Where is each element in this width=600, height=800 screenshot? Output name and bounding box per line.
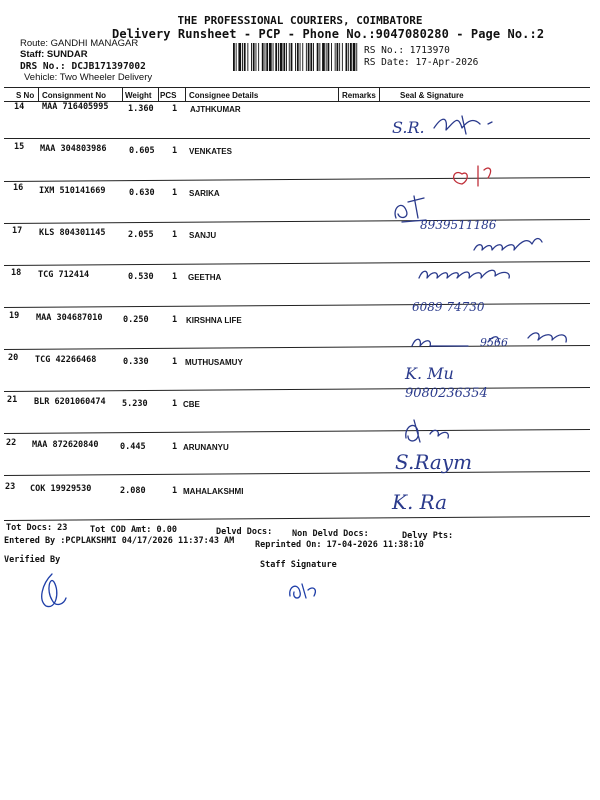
barcode-bar (302, 43, 303, 71)
barcode-bar (258, 43, 259, 71)
barcode-bar (308, 43, 310, 71)
row-consignee: VENKATES (189, 147, 232, 156)
row-pcs: 1 (172, 230, 178, 240)
row-rule (4, 138, 590, 139)
row-rule (4, 429, 590, 434)
col-header-weight: Weight (125, 91, 152, 100)
barcode-bar (322, 43, 325, 71)
row-rule (4, 471, 590, 476)
staff-signature-label: Staff Signature (260, 560, 337, 570)
row-pcs: 1 (172, 486, 178, 496)
barcode-bar (313, 43, 314, 71)
row-pcs: 1 (172, 146, 178, 156)
barcode-bar (242, 43, 243, 71)
barcode-bar (247, 43, 248, 71)
row-consignee: SARIKA (189, 189, 220, 198)
row-weight: 0.330 (123, 357, 149, 367)
row-consignment: BLR 6201060474 (34, 397, 106, 407)
barcode-bar (356, 43, 357, 71)
signature-row-21-initials (400, 414, 460, 448)
row-consignee: MUTHUSAMUY (185, 358, 243, 367)
row-consignment: TCG 42266468 (35, 355, 97, 365)
signature-row-23: K. Ra (392, 490, 448, 514)
signature-row-14: S.R. (392, 118, 425, 137)
col-header-signature: Seal & Signature (400, 91, 464, 100)
barcode-bar (342, 43, 343, 71)
row-rule (4, 303, 590, 308)
row-pcs: 1 (172, 188, 178, 198)
barcode-bar (306, 43, 307, 71)
col-header-pcs: PCS (160, 91, 177, 100)
col-header-remarks: Remarks (342, 91, 376, 100)
rs-number: RS No.: 1713970 (364, 45, 450, 56)
barcode-bar (253, 43, 255, 71)
col-sep (122, 87, 123, 101)
barcode-bar (256, 43, 257, 71)
rs-date: RS Date: 17-Apr-2026 (364, 57, 479, 68)
row-weight: 5.230 (122, 399, 148, 409)
row-consignee: CBE (183, 400, 200, 409)
route-label: Route: GANDHI MANAGAR (20, 38, 139, 49)
total-docs: Tot Docs: 23 (6, 523, 68, 533)
barcode-bar (317, 43, 319, 71)
row-sno: 17 (12, 226, 23, 236)
row-consignee: MAHALAKSHMI (183, 487, 244, 496)
row-consignee: SANJU (189, 231, 217, 240)
barcode-bar (319, 43, 320, 71)
barcode-bar (346, 43, 348, 71)
barcode-bar (233, 43, 235, 71)
row-pcs: 1 (172, 315, 178, 325)
barcode-bar (273, 43, 274, 71)
barcode-bar (286, 43, 287, 71)
staff-signature (284, 574, 324, 604)
phone-row-20: 9080236354 (405, 386, 488, 401)
row-weight: 0.605 (129, 146, 155, 156)
phone-row-17: 8939511186 (420, 218, 497, 232)
barcode-bar (278, 43, 279, 71)
reprinted-on: Reprinted On: 17-04-2026 11:38:10 (255, 540, 424, 550)
row-weight: 0.250 (123, 315, 149, 325)
signature-scribble (432, 112, 502, 140)
barcode-bar (291, 43, 293, 71)
table-bottom-rule (4, 516, 590, 521)
row-sno: 21 (7, 395, 18, 405)
barcode-bar (331, 43, 332, 71)
signature-row-20: K. Mu (405, 364, 454, 383)
barcode-bar (335, 43, 336, 71)
row-weight: 0.630 (129, 188, 155, 198)
row-sno: 15 (14, 142, 25, 152)
row-sno: 16 (13, 183, 24, 193)
verified-by-label: Verified By (4, 555, 61, 565)
col-sep (38, 87, 39, 101)
row-consignee: ARUNANYU (183, 443, 229, 452)
col-header-sno: S No (16, 91, 35, 100)
row-weight: 2.055 (128, 230, 154, 240)
barcode-bar (339, 43, 340, 71)
row-consignment: IXM 510141669 (39, 186, 106, 196)
barcode-bar (275, 43, 277, 71)
barcode-bar (300, 43, 301, 71)
row-pcs: 1 (172, 357, 178, 367)
barcode-bar (310, 43, 312, 71)
row-consignee: KIRSHNA LIFE (186, 316, 242, 325)
delivery-points: Delvy Pts: (402, 531, 454, 541)
row-sno: 22 (6, 438, 17, 448)
signature-row-18 (415, 260, 530, 286)
row-consignee: AJTHKUMAR (190, 105, 241, 114)
barcode-bar (337, 43, 339, 71)
drs-number: DRS No.: DCJB171397002 (20, 61, 146, 72)
row-consignee: GEETHA (188, 273, 222, 282)
row-consignment: MAA 304687010 (36, 313, 103, 323)
barcode-bar (251, 43, 252, 71)
row-weight: 1.360 (128, 104, 154, 114)
signature-row-15 (440, 160, 510, 192)
staff-label: Staff: SUNDAR (20, 49, 88, 60)
total-cod-amount: Tot COD Amt: 0.00 (90, 525, 177, 535)
barcode-bar (353, 43, 356, 71)
signature-row-21: S.Raym (395, 450, 473, 474)
signature-row-17 (470, 232, 550, 258)
row-sno: 19 (9, 311, 20, 321)
row-weight: 0.445 (120, 442, 146, 452)
barcode-bar (244, 43, 246, 71)
col-header-consignment: Consignment No (42, 91, 106, 100)
row-pcs: 1 (172, 442, 178, 452)
row-consignment: COK 19929530 (30, 484, 92, 494)
barcode-bar (262, 43, 264, 71)
row-consignment: MAA 304803986 (40, 144, 107, 154)
table-top-rule (4, 87, 590, 88)
barcode-bar (328, 43, 330, 71)
barcode-bar (238, 43, 241, 71)
phone-row-18: 6089 74730 (412, 300, 485, 314)
row-weight: 0.530 (128, 272, 154, 282)
row-pcs: 1 (172, 399, 178, 409)
col-sep (158, 87, 159, 101)
row-sno: 18 (11, 268, 22, 278)
barcode-bar (326, 43, 327, 71)
row-rule (4, 219, 590, 224)
barcode-bar (236, 43, 237, 71)
row-pcs: 1 (172, 104, 178, 114)
barcode-bar (280, 43, 283, 71)
company-name: THE PROFESSIONAL COURIERS, COIMBATORE (177, 14, 423, 27)
row-weight: 2.080 (120, 486, 146, 496)
row-sno: 23 (5, 482, 16, 492)
col-sep (379, 87, 380, 101)
phone-row-19: 9566 (480, 336, 508, 349)
delivered-docs: Delvd Docs: (216, 527, 273, 537)
row-consignment: MAA 716405995 (42, 102, 109, 112)
row-pcs: 1 (172, 272, 178, 282)
entered-by: Entered By :PCPLAKSHMI 04/17/2026 11:37:43 AM (4, 536, 235, 546)
barcode-bar (266, 43, 268, 71)
barcode-bar (269, 43, 272, 71)
vehicle-label: Vehicle: Two Wheeler Delivery (24, 72, 153, 83)
barcode-bar (283, 43, 285, 71)
barcode-bar (289, 43, 290, 71)
row-consignment: TCG 712414 (38, 270, 90, 280)
row-consignment: MAA 872620840 (32, 440, 99, 450)
barcode-bar (350, 43, 352, 71)
non-delivered-docs: Non Delvd Docs: (292, 529, 369, 539)
row-sno: 20 (8, 353, 19, 363)
row-sno: 14 (14, 102, 25, 112)
barcode-bar (297, 43, 299, 71)
barcode-bar (295, 43, 296, 71)
barcode-image (233, 43, 358, 71)
runsheet-title: Delivery Runsheet - PCP - Phone No.:9047080280 - Page No.:2 (112, 27, 545, 41)
barcode-bar (348, 43, 349, 71)
col-sep (185, 87, 186, 101)
col-header-consignee: Consignee Details (189, 91, 259, 100)
verifier-signature (32, 570, 72, 614)
col-sep (338, 87, 339, 101)
row-rule (4, 387, 590, 392)
barcode-bar (265, 43, 266, 71)
row-consignment: KLS 804301145 (39, 228, 106, 238)
